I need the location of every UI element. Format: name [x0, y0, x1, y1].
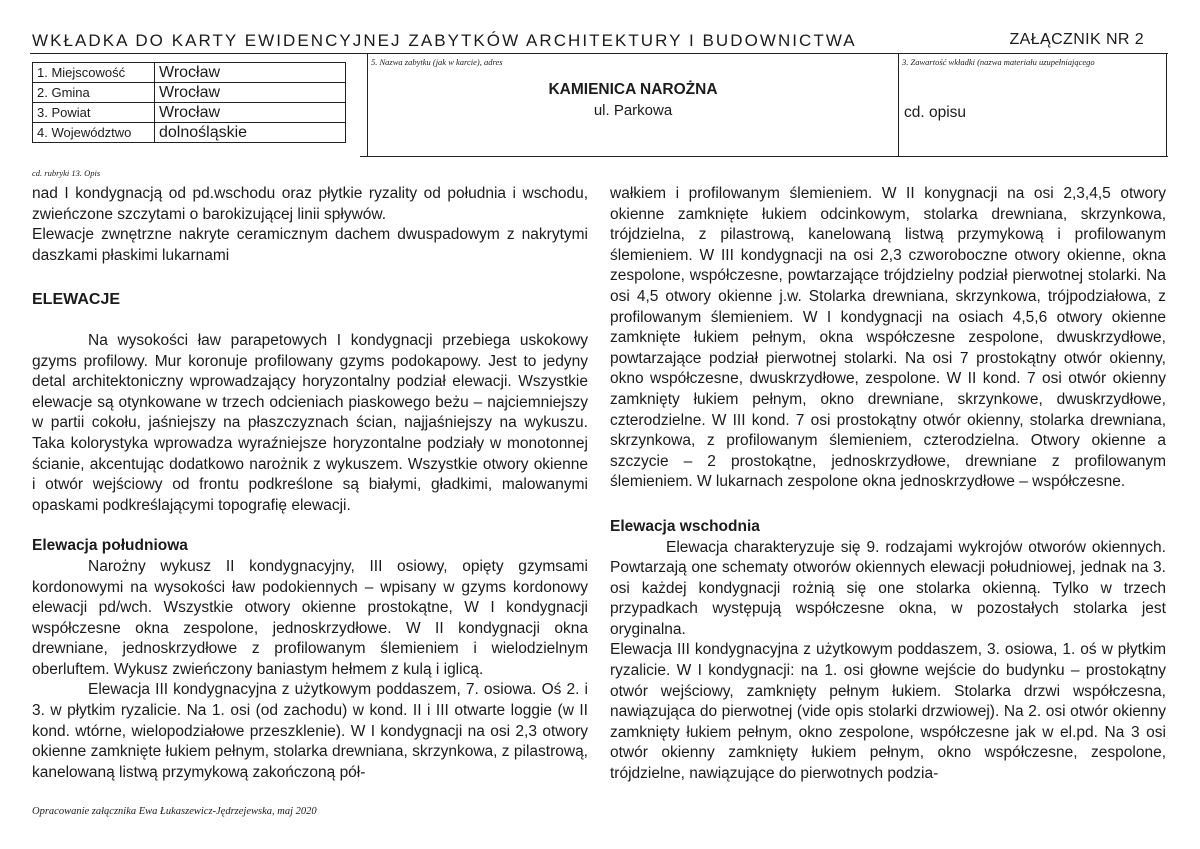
document-title: WKŁADKA DO KARTY EWIDENCYJNEJ ZABYTKÓW ARCHITEKTURY I BUDOWNICTWA — [32, 31, 857, 50]
paragraph: Elewacje zwnętrzne nakryte ceramicznym dachem dwuspadowym z nakrytymi daszkami płaskimi lukarnami — [32, 226, 588, 264]
paragraph: Elewacja III kondygnacyjna z użytkowym poddaszem, 3. osiowa, 1. oś w płytkim ryzalicie. W I kondygnacji: na 1. osi głowne wejście do budynku – prostokątny otwór wejściowy, zamknięty pełnym łukiem. Stolarka drzwi współczesna, nawiązująca do pierwotnej (vide opis stolarki drzwiowej). Na 2. osi otwór okienny zamknięty łukiem pełnym, okno zespolone, współczesne jak w el.pd. Na 3 osi otwór okienny zamknięty łukiem pełnym, okno współczesne, zespolone, trójdzielne, nawiązujące do pierwotnych podzia- — [610, 641, 1166, 783]
left-column — [32, 184, 588, 783]
box-divider — [898, 53, 899, 156]
paragraph: wałkiem i profilowanym ślemieniem. W II konygnacji na osi 2,3,4,5 otwory okienne zamknięte łukiem odcinkowym, stolarka drewniana, skrzynkowa, trójdzielna, z pilastrową, kanelowaną listwą przymykową i profilowanym ślemieniem. W III kondygnacji na osi 2,3 czworoboczne otwory okienne, okna zespolone, współczesne, powtarzające trójdzielny podział pierwotnej stolarki. Na osi 4,5 otwory okienne j.w. Stolarka drewniana, skrzynkowa, trójpodziałowa, z profilowanym ślemieniem. W I kondygnacji na osiach 4,5,6 otwory okienne zamknięte łukiem pełnym, okna współczesne zespolone, dwuskrzydłowe, powtarzające podział pierwotnej stolarki. Na osi 7 prostokątny otwór okienny, okno współczesne, dwuskrzydłowe, zespolone. W II kond. 7 osi otwór okienny zamknięty łukiem pełnym, okno drewniane, skrzynkowe, dwuskrzydłowe, czterodzielne. W III kond. 7 osi prostokątny otwór okienny, stolarka drewniana, skrzynkowa, z profilowanym ślemieniem, czterodzielna. Otwory okienne a szczycie – 2 prostokątne, jednoskrzydłowe, drewniane z profilowanym ślemieniem. W lukarnach zespolone okna jednoskrzydłowe – współczesne. — [610, 185, 1166, 491]
location-table — [32, 62, 346, 143]
location-label: 4. Województwo — [33, 123, 155, 143]
insert-content: cd. opisu — [904, 104, 967, 121]
location-label: 2. Gmina — [33, 83, 155, 103]
location-row — [33, 123, 346, 143]
location-row — [33, 103, 346, 123]
paragraph: Narożny wykusz II kondygnacyjny, III osiowy, opięty gzymsami kordonowymi na wysokości ław podokiennych – wpisany w gzyms kordonowy elewacji pd/wch. Wszystkie otwory okienne prostokątne, W I kondygnacji współczesne okna zespolone, jednoskrzydłowe. W II kondygnacji okna drewniane, jednoskrzydłowe z profilowanym ślemieniem i wielodzielnym oberluftem. Wykusz zwieńczony baniastym hełmem z kulą i iglicą. — [32, 557, 588, 678]
location-label: 1. Miejscowość — [33, 63, 155, 83]
location-label: 3. Powiat — [33, 103, 155, 123]
paragraph: nad I kondygnacją od pd.wschodu oraz płytkie ryzality od południa i wschodu, zwieńczone szczytami o barokizującej linii spływów. — [32, 185, 588, 223]
continuation-caption: cd. rubryki 13. Opis — [32, 168, 101, 178]
location-value: Wrocław — [155, 63, 346, 83]
location-value: dolnośląskie — [155, 123, 346, 143]
location-value: Wrocław — [155, 103, 346, 123]
paragraph: Elewacja charakteryzuje się 9. rodzajami wykrojów otworów okiennych. Powtarzają one schematy otworów okiennych elewacji południowej, jednak na 3. osi każdej kondygnacji rożnią się one stolarka okienną. Tylko w trzech przypadkach występują współczesne okna, w pozostałych stolarka jest oryginalna. — [610, 538, 1166, 638]
location-value: Wrocław — [155, 83, 346, 103]
paragraph: Na wysokości ław parapetowych I kondygnacji przebiega uskokowy gzyms profilowy. Mur koronuje profilowany gzyms podokapowy. Jest to jedyny detal architektoniczny wprowadzający horyzontalny podział elewacji. Wszystkie elewacje są otynkowane w trzech odcieniach piaskowego beżu – najciemniejszy w partii cokołu, jaśniejszy na płaszczyznach ścian, najjaśniejszy na wykuszu. Taka kolorystyka wprowadza wyraźniejsze horyzontalne podziały w monotonnej ścianie, akcentując dodatkowo narożnik z wykuszem. Wszystkie otwory okienne i otwór wejściowy od frontu podkreślone są białymi, gładkimi, malowanymi opaskami podkreślającymi topografię elewacji. — [32, 331, 588, 514]
location-row — [33, 83, 346, 103]
insert-caption: 3. Zawartość wkładki (nazwa materiału uzupełniającego — [902, 57, 1095, 67]
header-bottom-rule — [360, 156, 1168, 157]
paragraph: Elewacja III kondygnacyjna z użytkowym poddaszem, 7. osiowa. Oś 2. i 3. w płytkim ryzalicie. Na 1. osi (od zachodu) w kond. II i III otwarte loggie (w II kond. wtórne, wielopodziałowe przeszklenie). W I kondygnacji na osi 2,3 otwory okienne zamknięte łukiem pełnym, stolarka drewniana, skrzynkowa, z pilastrową, kanelowaną listwą przymykową zakończoną pół- — [32, 681, 588, 781]
footer-note: Opracowanie załącznika Ewa Łukaszewicz-Jędrzejewska, maj 2020 — [32, 806, 317, 817]
monument-name: KAMIENICA NAROŻNA — [548, 81, 718, 98]
section-heading: Elewacja południowa — [32, 537, 188, 555]
section-heading: Elewacja wschodnia — [610, 517, 760, 535]
right-column — [610, 184, 1166, 785]
header-rule — [30, 53, 1168, 54]
location-row — [33, 63, 346, 83]
annex-label: ZAŁĄCZNIK NR 2 — [1009, 31, 1144, 48]
box-divider — [1166, 53, 1167, 156]
monument-caption: 5. Nazwa zabytku (jak w karcie), adres — [371, 57, 503, 67]
monument-address: ul. Parkowa — [593, 102, 673, 119]
section-heading: ELEWACJE — [32, 291, 121, 309]
